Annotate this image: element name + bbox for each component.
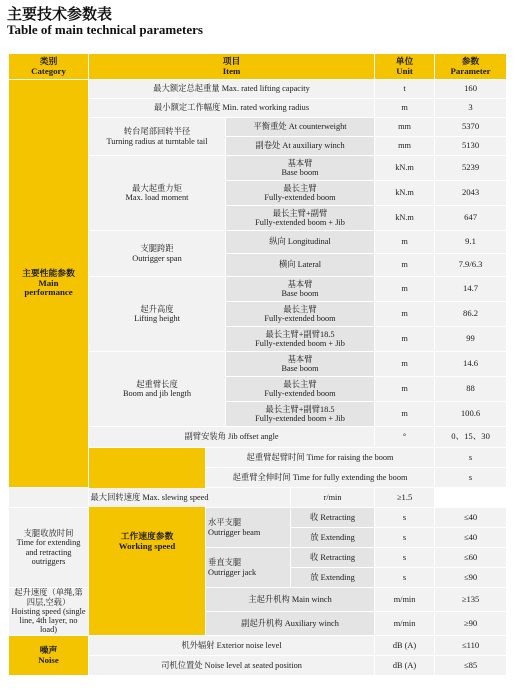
category-main-performance: 主要性能参数 Main performance (9, 80, 89, 488)
unit-cell: m (375, 327, 435, 352)
table-row (9, 488, 507, 508)
value-cell: 86.2 (435, 302, 507, 327)
item-label: 起重臂全伸时间 Time for fully extending the boom (206, 468, 435, 488)
header-parameter: 参数 Parameter (435, 54, 507, 80)
item-sub-label: 收 Retracting (291, 508, 375, 528)
item-sub-label: 最长主臂 Fully-extended boom (226, 181, 375, 206)
unit-cell: m (375, 277, 435, 302)
item-sub-label: 副起升机构 Auxiliary winch (206, 612, 375, 636)
value-cell: ≤60 (435, 548, 507, 568)
unit-cell: mm (375, 137, 435, 156)
unit-cell: dB (A) (375, 656, 435, 676)
item-sub-label: 最长主臂+副臂18.5 Fully-extended boom + Jib (226, 402, 375, 427)
unit-cell: ° (375, 427, 435, 448)
unit-cell: m/min (375, 588, 435, 612)
value-cell: 7.9/6.3 (435, 254, 507, 277)
table-row (9, 508, 507, 528)
unit-cell: m (375, 99, 435, 118)
item-sub-label: 横向 Lateral (226, 254, 375, 277)
unit-cell: t (375, 80, 435, 99)
value-cell: 5370 (435, 118, 507, 137)
item-label: 副臂安装角 Jib offset angle (89, 427, 375, 448)
category-working-speed: 工作速度参数 Working speed (89, 448, 206, 636)
value-cell: 14.7 (435, 277, 507, 302)
item-group-label: 最大起重力矩 Max. load moment (89, 156, 226, 231)
item-group-label: 起重臂长度 Boom and jib length (89, 352, 226, 427)
item-sub-label: 主起升机构 Main winch (206, 588, 375, 612)
item-sub-label: 最长主臂+副臂18.5 Fully-extended boom + Jib (226, 327, 375, 352)
item-sub-label: 基本臂 Base boom (226, 352, 375, 377)
unit-cell: s (375, 528, 435, 548)
value-cell: 14.6 (435, 352, 507, 377)
value-cell: ≥90 (435, 612, 507, 636)
unit-cell: kN.m (375, 156, 435, 181)
value-cell: ≤40 (435, 508, 507, 528)
item-label: 机外辐射 Exterior noise level (89, 636, 375, 656)
header-unit: 单位 Unit (375, 54, 435, 80)
item-label: 最大额定总起重量 Max. rated lifting capacity (89, 80, 375, 99)
table-row (9, 636, 507, 656)
unit-cell: s (435, 468, 507, 488)
table-row (9, 588, 507, 612)
item-sub-label: 收 Retracting (291, 548, 375, 568)
item-sub-group-label: 水平支腿 Outrigger beam (206, 508, 291, 548)
unit-cell: kN.m (375, 206, 435, 231)
parameters-table (8, 53, 507, 676)
value-cell: 5239 (435, 156, 507, 181)
item-group-label: 转台尾部回转半径 Turning radius at turntable tail (89, 118, 226, 156)
item-sub-label: 基本臂 Base boom (226, 277, 375, 302)
unit-cell: m (375, 302, 435, 327)
value-cell: 647 (435, 206, 507, 231)
unit-cell: s (375, 568, 435, 588)
value-cell: 160 (435, 80, 507, 99)
item-sub-label: 基本臂 Base boom (226, 156, 375, 181)
item-group-label: 支腿跨距 Outrigger span (89, 231, 226, 277)
unit-cell: m (375, 254, 435, 277)
item-sub-label: 最长主臂 Fully-extended boom (226, 377, 375, 402)
unit-cell: m (375, 402, 435, 427)
unit-cell: m (375, 377, 435, 402)
item-label: 最大回转速度 Max. slewing speed (9, 488, 291, 508)
item-sub-group-label: 垂直支腿 Outrigger jack (206, 548, 291, 588)
item-sub-label: 平衡重处 At counterweight (226, 118, 375, 137)
header-row (9, 54, 507, 80)
value-cell: 88 (435, 377, 507, 402)
value-cell: 100.6 (435, 402, 507, 427)
unit-cell: r/min (291, 488, 375, 508)
value-cell: 3 (435, 99, 507, 118)
unit-cell: kN.m (375, 181, 435, 206)
value-cell: 99 (435, 327, 507, 352)
page-title-en: Table of main technical parameters (7, 22, 203, 37)
value-cell: 5130 (435, 137, 507, 156)
unit-cell: m (375, 231, 435, 254)
item-sub-label: 最长主臂 Fully-extended boom (226, 302, 375, 327)
header-item: 项目 Item (89, 54, 375, 80)
page-title-zh: 主要技术参数表 (7, 5, 113, 23)
item-group-label: 支腿收放时间 Time for extending and retracting outriggers (9, 508, 89, 588)
value-cell: ≤40 (435, 528, 507, 548)
item-sub-label: 纵向 Longitudinal (226, 231, 375, 254)
value-cell: ≥135 (435, 588, 507, 612)
unit-cell: mm (375, 118, 435, 137)
item-sub-label: 放 Extending (291, 528, 375, 548)
unit-cell: s (435, 448, 507, 468)
value-cell: 0、15、30 (435, 427, 507, 448)
item-label: 司机位置处 Noise level at seated position (89, 656, 375, 676)
table-row (9, 80, 507, 99)
unit-cell: s (375, 548, 435, 568)
item-sub-label: 最长主臂+副臂 Fully-extended boom + Jib (226, 206, 375, 231)
category-noise: 噪声 Noise (9, 636, 89, 676)
unit-cell: m/min (375, 612, 435, 636)
value-cell: 9.1 (435, 231, 507, 254)
item-group-label: 起升速度（单绳,第四层,空载） Hoisting speed (single line, 4th layer, no load) (9, 588, 89, 636)
value-cell: 2043 (435, 181, 507, 206)
item-sub-label: 放 Extending (291, 568, 375, 588)
value-cell: ≤90 (435, 568, 507, 588)
item-group-label: 起升高度 Lifting height (89, 277, 226, 352)
value-cell: ≤85 (435, 656, 507, 676)
unit-cell: s (375, 508, 435, 528)
value-cell: ≥1.5 (375, 488, 435, 508)
item-label: 起重臂起臂时间 Time for raising the boom (206, 448, 435, 468)
header-category: 类别 Category (9, 54, 89, 80)
unit-cell: dB (A) (375, 636, 435, 656)
value-cell: ≤110 (435, 636, 507, 656)
item-sub-label: 副卷处 At auxiliary winch (226, 137, 375, 156)
unit-cell: m (375, 352, 435, 377)
item-label: 最小额定工作幅度 Min. rated working radius (89, 99, 375, 118)
